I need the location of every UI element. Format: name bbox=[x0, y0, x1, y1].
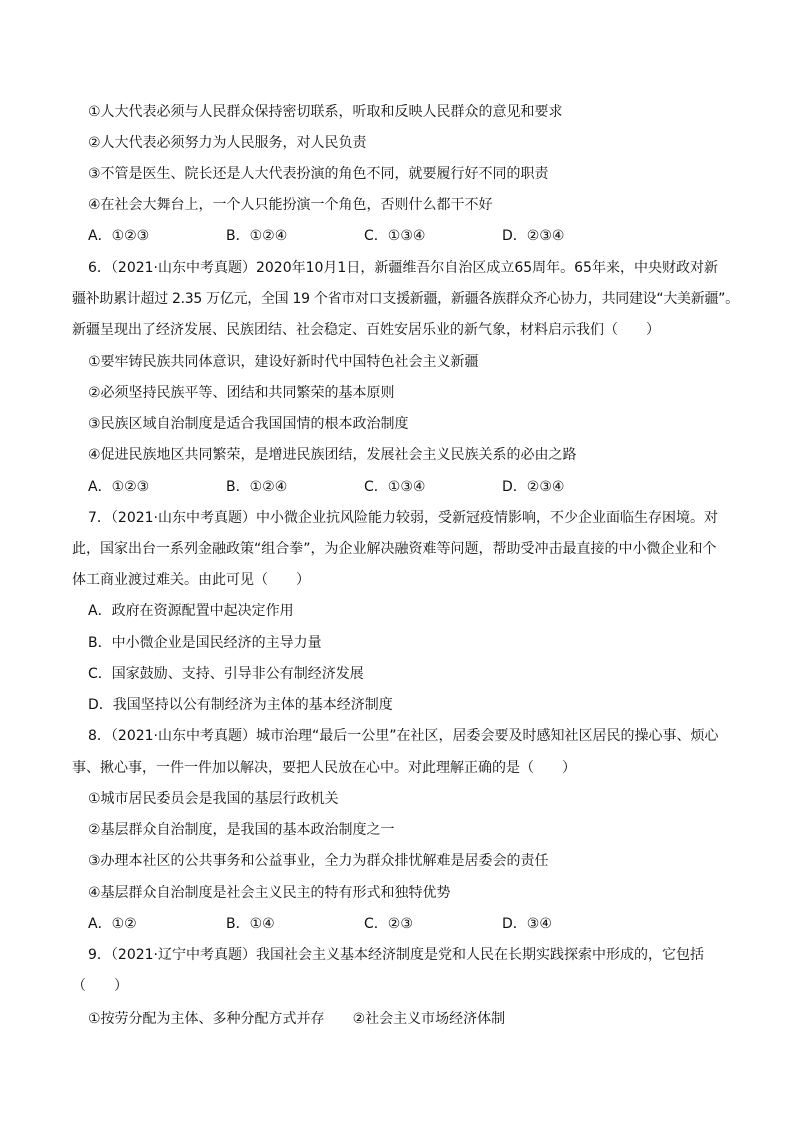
q5-statement-4: ④在社会大舞台上，一个人只能扮演一个角色，否则什么都干不好 bbox=[88, 197, 493, 213]
q7-option-b: B．中小微企业是国民经济的主导力量 bbox=[88, 635, 322, 651]
q8-options bbox=[88, 915, 708, 933]
q8-option-b: B．①④ bbox=[226, 916, 275, 932]
q6-options bbox=[88, 478, 708, 496]
q5-statement-1: ①人大代表必须与人民群众保持密切联系，听取和反映人民群众的意见和要求 bbox=[88, 104, 563, 120]
q9-statement-1: ①按劳分配为主体、多种分配方式并存 bbox=[88, 1011, 325, 1027]
q6-stem-line-1: 6．（2021·山东中考真题）2020年10月1日，新疆维吾尔自治区成立65周年。65年来，中央财政对新 bbox=[88, 260, 718, 276]
q6-statement-2: ②必须坚持民族平等、团结和共同繁荣的基本原则 bbox=[88, 385, 395, 401]
q8-statement-4: ④基层群众自治制度是社会主义民主的特有形式和独特优势 bbox=[88, 885, 451, 901]
q6-option-d: D．②③④ bbox=[502, 479, 565, 495]
q6-stem-line-2: 疆补助累计超过 2.35 万亿元，全国 19 个省市对口支援新疆，新疆各族群众齐心协力，共同建设“大美新疆”。 bbox=[72, 291, 739, 307]
q9-statements-row bbox=[88, 1010, 505, 1028]
q5-statement-3: ③不管是医生、院长还是人大代表扮演的角色不同，就要履行好不同的职责 bbox=[88, 166, 549, 182]
q6-stem-line-3: 新疆呈现出了经济发展、民族团结、社会稳定、百姓安居乐业的新气象，材料启示我们（ ） bbox=[72, 322, 660, 338]
q6-statement-3: ③民族区域自治制度是适合我国国情的根本政治制度 bbox=[88, 416, 409, 432]
q5-option-d: D．②③④ bbox=[502, 228, 565, 244]
q9-statement-2: ②社会主义市场经济体制 bbox=[352, 1011, 506, 1027]
q7-stem-line-2: 此，国家出台一系列金融政策“组合拳”，为企业解决融资难等问题，帮助受冲击最直接的中小微企业和个 bbox=[72, 541, 717, 557]
q8-stem-line-2: 事、揪心事，一件一件加以解决，要把人民放在心中。对此理解正确的是（ ） bbox=[72, 760, 576, 776]
q7-stem-line-3: 体工商业渡过难关。由此可见（ ） bbox=[72, 572, 310, 588]
q6-option-b: B．①②④ bbox=[226, 479, 288, 495]
q5-options bbox=[88, 227, 708, 245]
q8-statement-1: ①城市居民委员会是我国的基层行政机关 bbox=[88, 791, 339, 807]
q5-option-a: A．①②③ bbox=[88, 228, 150, 244]
q6-statement-4: ④促进民族地区共同繁荣，是增进民族团结，发展社会主义民族关系的必由之路 bbox=[88, 447, 577, 463]
q7-option-c: C．国家鼓励、支持、引导非公有制经济发展 bbox=[88, 666, 364, 682]
q5-statement-2: ②人大代表必须努力为人民服务，对人民负责 bbox=[88, 135, 367, 151]
q7-stem-line-1: 7．（2021·山东中考真题）中小微企业抗风险能力较弱，受新冠疫情影响，不少企业面临生存困境。对 bbox=[88, 510, 718, 526]
q6-option-c: C．①③④ bbox=[364, 479, 426, 495]
q6-option-a: A．①②③ bbox=[88, 479, 150, 495]
q5-option-b: B．①②④ bbox=[226, 228, 288, 244]
q9-stem-line-1: 9．（2021·辽宁中考真题）我国社会主义基本经济制度是党和人民在长期实践探索中形成的，它包括 bbox=[88, 947, 704, 963]
q8-stem-line-1: 8．（2021·山东中考真题）城市治理“最后一公里”在社区，居委会要及时感知社区居民的操心事、烦心 bbox=[88, 728, 719, 744]
q7-option-a: A．政府在资源配置中起决定作用 bbox=[88, 603, 294, 619]
q8-option-a: A．①② bbox=[88, 916, 137, 932]
q5-option-c: C．①③④ bbox=[364, 228, 426, 244]
q9-stem-line-2: （ ） bbox=[72, 978, 128, 994]
q8-statement-3: ③办理本社区的公共事务和公益事业，全力为群众排忧解难是居委会的责任 bbox=[88, 853, 549, 869]
q8-statement-2: ②基层群众自治制度，是我国的基本政治制度之一 bbox=[88, 822, 395, 838]
q6-statement-1: ①要牢铸民族共同体意识，建设好新时代中国特色社会主义新疆 bbox=[88, 354, 479, 370]
q8-option-c: C．②③ bbox=[364, 916, 413, 932]
q8-option-d: D．③④ bbox=[502, 916, 552, 932]
q7-option-d: D．我国坚持以公有制经济为主体的基本经济制度 bbox=[88, 697, 393, 713]
